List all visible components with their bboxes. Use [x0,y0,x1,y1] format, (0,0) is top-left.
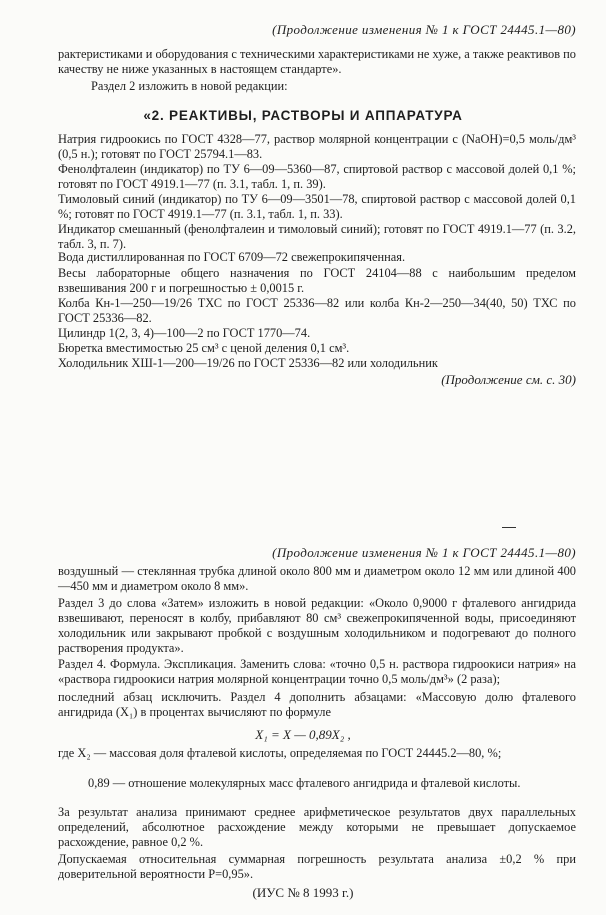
reagent-item-2: Фенолфталеин (индикатор) по ТУ 6—09—5360—87, спиртовой раствор с массовой долей 0,1 %; готовят по ГОСТ 4919.1—77 (п. 3.1, табл. 1, п. 39). [58,162,576,191]
explanation-x2: где X₂ — массовая доля фталевой кислоты, определяемая по ГОСТ 24445.2—80, %; [58,746,502,760]
section-title: «2. РЕАКТИВЫ, РАСТВОРЫ И АППАРАТУРА [143,108,463,123]
ius-reference: (ИУС № 8 1993 г.) [252,885,354,900]
apparatus-item-5: Холодильник ХШ-1—200—19/26 по ГОСТ 25336—82 или холодильник [58,356,438,370]
page2-header: (Продолжение изменения № 1 к ГОСТ 24445.1—80) [272,545,576,560]
page2-paragraph-4: последний абзац исключить. Раздел 4 дополнить абзацами: «Массовую долю фталевого ангидрида (X₁) в процентах вычисляют по формуле [58,690,576,719]
page2-paragraph-5: За результат анализа принимают среднее арифметическое результатов двух параллельных определений, абсолютное расхождение между которыми не превышает допускаемое расхождение, равное 0,2 %. [58,805,576,849]
reagent-item-1: Натрия гидроокись по ГОСТ 4328—77, раствор молярной концентрации с (NaOH)=0,5 моль/дм³ (0,5 н.); готовят по ГОСТ 25794.1—83. [58,132,576,161]
apparatus-item-1: Весы лабораторные общего назначения по ГОСТ 24104—88 с наибольшим пределом взвешивания 200 г и погрешностью ± 0,0015 г. [58,266,576,295]
formula: X₁ = X — 0,89X₂ , [255,727,351,742]
page2-paragraph-2: Раздел 3 до слова «Затем» изложить в новой редакции: «Около 0,9000 г фталевого ангидрида взвешивают, переносят в колбу, прибавляют 80 см³ свежепрокипяченной воды, присоединяют холодильник или закрывают пробкой с воздушным холодильником и подогревают до полного растворения продукта». [58,596,576,655]
apparatus-item-2: Колба Кн-1—250—19/26 ТХС по ГОСТ 25336—82 или колба Кн-2—250—34(40, 50) ТХС по ГОСТ 25336—82. [58,296,576,325]
reagent-item-5: Вода дистиллированная по ГОСТ 6709—72 свежепрокипяченная. [58,250,406,264]
continued-note: (Продолжение см. с. 30) [441,372,576,387]
page1-paragraph-2: Раздел 2 изложить в новой редакции: [91,79,288,93]
page1-header: (Продолжение изменения № 1 к ГОСТ 24445.1—80) [272,22,576,37]
reagent-item-4: Индикатор смешанный (фенолфталеин и тимоловый синий); готовят по ГОСТ 4919.1—77 (п. 3.2, табл. 3, п. 7). [58,222,576,251]
page2-paragraph-1: воздушный — стеклянная трубка длиной около 800 мм и диаметром около 12 мм или длиной 400—450 мм и диаметром около 8 мм». [58,564,576,593]
page1-paragraph-1: рактеристиками и оборудования с техническими характеристиками не хуже, а также реактивов по качеству не ниже указанных в настоящем стандарте». [58,47,576,76]
apparatus-item-4: Бюретка вместимостью 25 см³ с ценой деления 0,1 см³. [58,341,350,355]
page2-paragraph-3: Раздел 4. Формула. Экспликация. Заменить слова: «точно 0,5 н. раствора гидроокиси натрия» на «раствора гидроокиси натрия молярной концентрации точно 0,5 моль/дм³» (2 раза); [58,657,576,686]
page2-paragraph-6: Допускаемая относительная суммарная погрешность результата анализа ±0,2 % при доверительной вероятности P=0,95». [58,852,576,881]
reagent-item-3: Тимоловый синий (индикатор) по ТУ 6—09—3501—78, спиртовой раствор с массовой долей 0,1 %; готовят по ГОСТ 4919.1—77 (п. 3.1, табл. 1, п. 33). [58,192,576,221]
page-separator [502,527,516,528]
apparatus-item-3: Цилиндр 1(2, 3, 4)—100—2 по ГОСТ 1770—74. [58,326,311,340]
explanation-coefficient: 0,89 — отношение молекулярных масс фталевого ангидрида и фталевой кислоты. [88,776,521,790]
